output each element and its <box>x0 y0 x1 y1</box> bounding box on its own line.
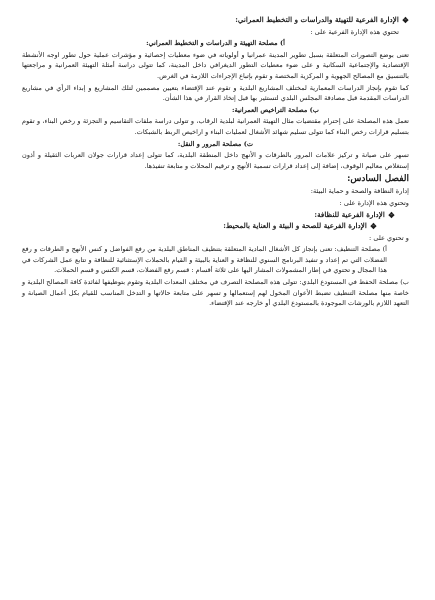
diamond-bullet-icon: ❖ <box>369 221 377 232</box>
service-a-title: أ) مصلحة التهيئة و الدراسات و التخطيط العمراني: <box>146 39 285 48</box>
chapter-title: الفصل السادس: <box>347 174 409 185</box>
service-a-paragraph-1: تعنى بوضع التصورات المتعلقة بسبل تطوير المدينة عمرانيا و أولوياته في ضوء معطيات إحصائية و مؤشرات عملية حول تطور اوجه الأنشطة الإقتصادية والإجتماعية السكانية و على ضوء معطيات التطور الديغرافي داخل المدينة، كما تتولى دراسة أمثلة التهيئة العمرانية و مراجعتها بالتنسيق مع المصالح الجهوية و المركزية المختصة و تقوم بإتباع الإجراءات اللازمة في الغرض. <box>22 50 409 80</box>
service-b-title: ب) مصلحة التراخيص العمرانية: <box>232 105 319 114</box>
contains-text: و تحتوي على : <box>369 233 409 242</box>
diamond-bullet-icon: ❖ <box>387 209 395 220</box>
cleaning-service-paragraph: أ) مصلحة التنظيف: تعنى بإنجاز كل الأشغال المادية المتعلقة بتنظيف المناطق البلدية من رفع الفواضل و كنس الأنهج و الطرقات و رفع الفضلات التي تم إعداد و تنفيذ البرنامج السنوي للنظافة و العناية بالبيئة و القيام بالحملات الإستثنائية للنظافة و تتابع عمل الشركات في هذا المجال و تحتوي في إطار المشمولات المشار اليها على ثلاثة أقسام : قسم رفع الفضلات، قسم الكنس و قسم الحملات. <box>22 245 387 275</box>
chapter-subject: إدارة النظافة والصحة و حماية البيئة: <box>310 187 409 196</box>
service-b-paragraph: تعمل هذه المصلحة على إحترام مقتضيات مثال التهيئة العمرانية لبلدية الرقاب، و تتولى دراسة ملفات التقاسيم و التجزئة و رخص البناء، و تقوم بتسليم قرارات رخص البناء كما تتولى تسليم شهائد الأشغال لعمليات البناء و اراخيص الربط بالشبكات. <box>22 117 409 136</box>
service-a-paragraph-2: كما تقوم بإنجاز الدراسات المعمارية لمختلف المشاريع البلدية و تقوم عند الإقتضاء بتعيين مصممين لتلك المشاريع و إبداء الرأي في مشاريع الدراسات المقدمة قبل مصادقة المجلس البلدي لتستئير بها قبل إتخاذ القرار في هذا الشأن. <box>22 83 409 103</box>
intro-text: تحتوي هذه الإدارة الفرعية على : <box>310 27 399 36</box>
service-c-title: ت) مصلحة المرور و النقل: <box>177 139 254 148</box>
depot-service-paragraph: ب) مصلحة الحفظ في المستودع البلدي: تتولى هذه المصلحة التصرف في مختلف المعدات البلدية وتقوم بتوظيفها لفائدة كافة المصالح البلدية و خاصة منها مصلحة التنظيف تضبط الأعوان المخول لهم إستعمالها و تسهر على متابعة حالاتها و التدخل المناسب للقيام بكل أعمال الصيانة و التعهد اللازم بالورشات الموجودة بالمستودع البلدي أو خارجه عند الإقتضاء. <box>22 278 409 308</box>
chapter-intro: وتحتوي هذه الإدارة على : <box>339 198 409 207</box>
subdivision-cleanliness: ❖ الإدارة الفرعية للنظافة: <box>314 209 395 220</box>
diamond-bullet-icon: ❖ <box>401 15 409 26</box>
service-c-paragraph: تسهر على صيانة و تركيز علامات المرور بالطرقات و الأنهج داخل المنطقة البلدية، كما تتولى إعداد قرارات جولان العربات الثقيلة و أذون إستغلاص معاليم الوقوف، إضافة إلى إعداد قرارات تسمية الأنهج و ترقيم المحلات و متابعة تنفيذها. <box>22 151 409 170</box>
section-heading-urban-planning: ❖ الإدارة الفرعية للتهيئة والدراسات و التخطيط العمراني: <box>235 15 409 26</box>
subdivision-health-environment: ❖ الإدارة الفرعية للصحة و البيئة و العناية بالمحيط: <box>223 221 377 232</box>
